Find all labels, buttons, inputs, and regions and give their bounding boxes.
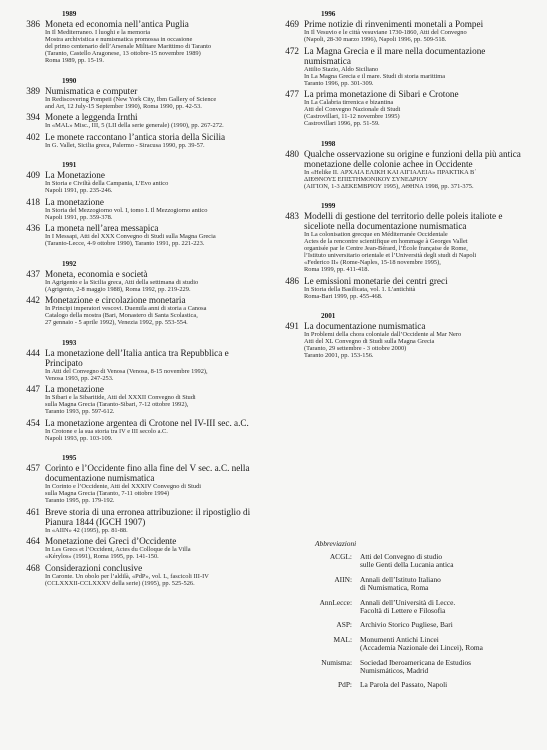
entry-number: 491 xyxy=(285,321,299,331)
abbreviation-value xyxy=(360,621,537,629)
entry-detail-line: Roma-Bari 1999, pp. 455-468. xyxy=(304,292,383,300)
bibliography-entry xyxy=(22,536,262,560)
bibliography-entry xyxy=(22,348,262,382)
entry-title: Monete a leggenda Irnthi xyxy=(45,112,138,122)
abbreviation-key: ACGL: xyxy=(329,552,352,561)
entry-title: La Monetazione xyxy=(45,170,105,180)
entry-body xyxy=(45,507,262,534)
entry-title: Numismatica e computer xyxy=(45,85,138,96)
entry-detail-line: (Taranto, Castello Aragonese, 13 ottobre-15 novembre 1989) xyxy=(45,50,201,57)
abbreviation-value-line: Facoltà di Lettere e Filosofia xyxy=(360,606,446,616)
entry-body xyxy=(304,149,531,190)
entry-detail-line: (Castrovillari, 11-12 novembre 1995) xyxy=(304,113,400,120)
entry-detail-line: In Atti del Convegno di Venosa (Venosa, 8-15 novembre 1992), xyxy=(45,367,208,375)
right-column xyxy=(281,10,531,362)
entry-body xyxy=(45,295,262,326)
entry-detail-line: sulla Magna Grecia (Taranto, 7-11 ottobre 1994) xyxy=(45,490,170,497)
abbreviation-value-line: Sociedad Iberoamericana de Estudios xyxy=(360,657,472,667)
abbreviation-value-line: Annali dell’Università di Lecce. xyxy=(360,597,456,607)
entry-body xyxy=(45,269,262,293)
entry-number: 386 xyxy=(26,19,40,29)
abbreviation-value-line: Atti del Convegno di studio xyxy=(360,552,443,561)
entry-number: 483 xyxy=(285,211,299,221)
entry-body xyxy=(45,536,262,560)
entry-number: 444 xyxy=(26,347,40,358)
entry-detail-line: l’Istituto universitario orientale et l’Università degli studi di Napoli xyxy=(304,252,477,259)
abbreviation-key: Numisma: xyxy=(321,657,352,667)
entry-body xyxy=(45,86,262,110)
abbreviations-list xyxy=(312,553,537,690)
entry-title: La monetazione xyxy=(45,196,104,207)
entry-detail-line: In G. Vallet, Sicilia greca, Palermo - Siracusa 1990, pp. 39-57. xyxy=(45,141,205,149)
entry-number: 447 xyxy=(26,384,40,394)
entry-detail-line: In Storia del Mezzogiorno vol. I, tomo I. Il Mezzogiorno antico xyxy=(45,206,208,214)
entry-title: Prime notizie di rinvenimenti monetali a Pompei xyxy=(304,19,484,29)
abbreviation-row xyxy=(312,659,537,676)
abbreviation-value-line: sulle Genti della Lucania antica xyxy=(360,560,454,570)
entry-detail-line: Attilio Stazio, Aldo Siciliano xyxy=(304,65,379,73)
entry-number: 480 xyxy=(285,148,299,159)
entry-detail-line: Venosa 1993, pp. 247-253. xyxy=(45,374,114,382)
entry-detail-line: In «Helike II. ΑΡΧΑΙΑ ΕΛΙΚΗ ΚΑΙ ΑΙΓΙΑΛΕΙΑ» ΠΡΑΚΤΙΚΑ Β΄ xyxy=(304,168,477,176)
entry-title: La monetazione argentea di Crotone nel IV-III sec. a.C. xyxy=(45,417,249,428)
entry-detail-line: (Agrigento, 2-8 maggio 1988), Roma 1992, pp. 219-229. xyxy=(45,285,191,293)
bibliography-entry xyxy=(22,295,262,326)
entry-title: La monetazione dell’Italia antica tra Repubblica e Principato xyxy=(45,347,229,368)
entry-body xyxy=(45,384,262,415)
bibliography-entry xyxy=(22,86,262,110)
left-column xyxy=(22,10,262,589)
entry-detail-line: Roma 1999, pp. 411-418. xyxy=(304,266,370,273)
entry-title: Qualche osservazione su origine e funzioni della più antica monetazione delle colonie achee in Occidente xyxy=(304,148,521,169)
entry-detail-line: In Agrigento e la Sicilia greca, Atti della settimana di studio xyxy=(45,278,199,286)
entry-detail-line: «Kérylos» (1991), Roma 1995, pp. 141-150. xyxy=(45,553,159,560)
bibliography-entry xyxy=(22,19,262,64)
entry-detail-line: In «MAL» Misc., III, 5 (LII della serie generale) (1990), pp. 267-272. xyxy=(45,122,224,129)
entry-detail-line: In Corinto e l’Occidente, Atti del XXXIV Convegno di Studi xyxy=(45,483,202,490)
year-heading: 1998 xyxy=(321,139,336,148)
entry-title: La Magna Grecia e il mare nella documentazione numismatica xyxy=(304,45,486,66)
entry-number: 464 xyxy=(26,536,40,546)
entry-title: La moneta nell’area messapica xyxy=(45,223,159,233)
entry-number: 389 xyxy=(26,85,40,96)
entry-detail-line: Actes de la rencontre scientifique en hommage à Georges Vallet xyxy=(304,238,468,245)
entry-number: 436 xyxy=(26,223,40,233)
bibliography-entry xyxy=(281,211,531,273)
bibliography-entry xyxy=(22,223,262,247)
entry-detail-line: In «AIIN» 42 (1995), pp. 81-88. xyxy=(45,526,128,534)
bibliography-entry xyxy=(281,46,531,87)
entry-number: 442 xyxy=(26,295,40,305)
abbreviation-value-line: La Parola del Passato, Napoli xyxy=(360,680,448,690)
entry-body xyxy=(304,89,531,127)
abbreviation-value-line: (Accademia Nazionale dei Lincei), Roma xyxy=(360,643,483,653)
entry-detail-line: Catalogo della mostra (Bari, Monastero di Santa Scolastica, xyxy=(45,312,198,319)
entry-detail-line: (Taranto-Lecce, 4-9 ottobre 1990), Taranto 1991, pp. 221-223. xyxy=(45,240,205,247)
entry-detail-line: Taranto 2001, pp. 153-156. xyxy=(304,352,374,359)
abbreviation-key: AnnLecce: xyxy=(319,597,352,607)
entry-body xyxy=(45,112,262,129)
entry-detail-line: Napoli 1991, pp. 359-378. xyxy=(45,213,113,221)
entry-number: 469 xyxy=(285,19,299,29)
entry-title: Corinto e l’Occidente fino alla fine del V sec. a.C. nella documentazione numismatica xyxy=(45,463,250,483)
abbreviation-row xyxy=(312,681,537,689)
entry-detail-line: In Storia della Basilicata, vol. 1. L’antichità xyxy=(304,285,416,293)
year-heading: 1991 xyxy=(62,161,77,169)
abbreviation-value xyxy=(360,553,537,570)
bibliography-entry xyxy=(281,19,531,43)
entry-detail-line: Mostra archivistica e numismatica promossa in occasione xyxy=(45,36,193,43)
entry-body xyxy=(304,19,531,43)
entry-title: Le monete raccontano l’antica storia della Sicilia xyxy=(45,131,226,142)
abbreviation-row xyxy=(312,576,537,593)
entry-title: Le emissioni monetarie dei centri greci xyxy=(304,275,448,286)
abbreviation-row xyxy=(312,599,537,616)
entry-title: Monetazione dei Greci d’Occidente xyxy=(45,536,177,546)
entry-detail-line: «Federico II» (Rome-Naples, 15-18 novembre 1995), xyxy=(304,259,441,266)
entry-detail-line: In Il Mediterraneo. I luoghi e la memoria xyxy=(45,29,151,36)
entry-title: Breve storia di una erronea attribuzione: il ripostiglio di Pianura 1844 (IGCH 1907) xyxy=(45,506,251,527)
entry-body xyxy=(45,463,262,504)
entry-detail-line: (CCLXXXII-CCLXXXV della serie) (1995), pp. 525-526. xyxy=(45,579,195,587)
entry-detail-line: Castrovillari 1996, pp. 51-59. xyxy=(304,120,380,127)
year-heading: 1999 xyxy=(321,202,336,210)
entry-detail-line: In Il Vesuvio e le città vesuviane 1730-1860, Atti del Convegno xyxy=(304,29,467,36)
entry-number: 394 xyxy=(26,112,40,122)
entry-detail-line: del primo centenario dell’Arsenale Militare Marittimo di Taranto xyxy=(45,43,212,50)
entry-detail-line: organisée par le Centre Jean-Bérard, l’École française de Rome, xyxy=(304,245,468,252)
entry-detail-line: and Art, 12 July-15 September 1990), Roma 1990, pp. 42-53. xyxy=(45,102,202,110)
entry-detail-line: sulla Magna Grecia (Taranto-Sibari, 7-12 ottobre 1992), xyxy=(45,401,189,408)
year-heading: 1992 xyxy=(62,259,77,268)
bibliography-entry xyxy=(22,563,262,587)
entry-detail-line: Roma 1989, pp. 15-19. xyxy=(45,57,104,64)
entry-number: 477 xyxy=(285,89,299,99)
abbreviation-value xyxy=(360,659,537,676)
bibliography-entry xyxy=(281,321,531,359)
entry-detail-line: Napoli 1993, pp. 103-109. xyxy=(45,434,113,442)
entry-body xyxy=(45,170,262,194)
entry-detail-line: In La colonisation grecque en Méditerranée Occidentale xyxy=(304,231,448,238)
entry-detail-line: (Napoli, 28-30 marzo 1996), Napoli 1996, pp. 509-518. xyxy=(304,36,447,43)
entry-detail-line: Napoli 1991, pp. 235-246. xyxy=(45,187,113,194)
year-heading: 2001 xyxy=(321,312,336,320)
entry-detail-line: In Crotone e la sua storia tra IV e III secolo a.C. xyxy=(45,427,168,435)
abbreviation-value-line: Numismáticos, Madrid xyxy=(360,666,429,676)
abbreviation-key: PdP: xyxy=(338,680,352,690)
entry-detail-line: In Les Grecs et l’Occident, Actes du Colloque de la Villa xyxy=(45,546,191,553)
abbreviation-value-line: di Numismatica, Roma xyxy=(360,583,429,593)
bibliography-entry xyxy=(22,197,262,221)
abbreviations-heading: Abbreviazioni xyxy=(315,539,357,548)
entry-number: 454 xyxy=(26,417,40,428)
entry-body xyxy=(45,197,262,221)
entry-body xyxy=(45,418,262,442)
abbreviation-key: AIIN: xyxy=(334,574,352,584)
entry-detail-line: Atti del XL Convegno di Studi sulla Magna Grecia xyxy=(304,338,435,345)
entry-number: 472 xyxy=(285,45,299,56)
entry-title: Monetazione e circolazione monetaria xyxy=(45,295,186,305)
bibliography-entry xyxy=(281,89,531,127)
entry-body xyxy=(45,348,262,382)
entry-detail-line: In I Messapi, Atti del XXX Convegno di Studi sulla Magna Grecia xyxy=(45,233,216,240)
entry-detail-line: In Sibari e la Sibaritide, Atti del XXXII Convegno di Studi xyxy=(45,394,196,401)
entry-detail-line: Taranto 1995, pp. 179-192. xyxy=(45,497,115,504)
bibliography-entry xyxy=(22,170,262,194)
bibliography-entry xyxy=(22,463,262,504)
year-heading: 1990 xyxy=(62,76,77,85)
entry-detail-line: (ΑΙΓΙΟΝ, 1-3 ΔΕΚΕΜΒΡΙΟΥ 1995), ΑΘΗΝΑ 1998, pp. 371-375. xyxy=(304,182,474,190)
entry-number: 461 xyxy=(26,506,40,517)
abbreviation-key: MAL: xyxy=(333,634,352,644)
entry-detail-line: 27 gennaio - 5 aprile 1992), Venezia 1992, pp. 553-554. xyxy=(45,319,188,326)
entry-detail-line: In Principi imperatori vescovi. Duemila anni di storia a Canosa xyxy=(45,305,207,312)
entry-title: Moneta, economia e società xyxy=(45,268,148,279)
bibliography-entry xyxy=(22,269,262,293)
entry-number: 468 xyxy=(26,562,40,573)
entry-detail-line: In Rediscovering Pompeii (New York City, Ibm Gallery of Science xyxy=(45,95,217,103)
entry-number: 437 xyxy=(26,268,40,279)
entry-body xyxy=(45,223,262,247)
entry-detail-line: Taranto 1993, pp. 597-612. xyxy=(45,408,115,415)
entry-detail-line: In La Magna Grecia e il mare. Studi di storia marittima xyxy=(304,72,446,80)
entry-detail-line: Taranto 1996, pp. 301-309. xyxy=(304,79,374,87)
entry-body xyxy=(304,276,531,300)
entry-detail-line: (Taranto, 29 settembre - 3 ottobre 2000) xyxy=(304,345,407,352)
abbreviation-row xyxy=(312,553,537,570)
abbreviation-value xyxy=(360,636,537,653)
entry-title: La prima monetazione di Sibari e Crotone xyxy=(304,89,459,99)
entry-detail-line: In Storia e Civiltà della Campania, L’Evo antico xyxy=(45,180,169,187)
year-heading: 1996 xyxy=(321,10,336,18)
entry-title: Modelli di gestione del territorio delle poleis italiote e siceliote nella documentazione numismatica xyxy=(304,211,503,231)
abbreviation-value-line: Annali dell’Istituto Italiano xyxy=(360,574,441,584)
bibliography-entry xyxy=(22,507,262,534)
entry-number: 402 xyxy=(26,131,40,142)
entry-detail-line: ΔΙΕΘΝΟΥΣ ΕΠΙΣΤΗΜΟΝΙΚΟΥ ΣΥΝΕΔΡΙΟΥ xyxy=(304,175,428,183)
entry-body xyxy=(304,321,531,359)
entry-detail-line: In La Calabria tirrenica e bizantina xyxy=(304,99,394,106)
entry-title: Considerazioni conclusive xyxy=(45,562,143,573)
year-heading: 1989 xyxy=(62,10,77,18)
entry-number: 457 xyxy=(26,463,40,473)
bibliography-entry xyxy=(281,149,531,190)
year-heading: 1995 xyxy=(62,454,77,462)
entry-body xyxy=(304,46,531,87)
entry-body xyxy=(45,19,262,64)
bibliography-entry xyxy=(22,112,262,129)
abbreviation-value-line: Monumenti Antichi Lincei xyxy=(360,634,439,644)
abbreviation-value xyxy=(360,576,537,593)
entry-title: La monetazione xyxy=(45,384,104,394)
abbreviation-row xyxy=(312,621,537,629)
entry-body xyxy=(45,132,262,149)
entry-title: La documentazione numismatica xyxy=(304,321,426,331)
abbreviation-value xyxy=(360,599,537,616)
entry-detail-line: In Problemi della chora coloniale dall’Occidente al Mar Nero xyxy=(304,331,462,338)
abbreviation-value xyxy=(360,681,537,689)
abbreviation-row xyxy=(312,636,537,653)
bibliography-entry xyxy=(281,276,531,300)
entry-number: 486 xyxy=(285,275,299,286)
bibliography-entry xyxy=(22,132,262,149)
abbreviation-value-line: Archivio Storico Pugliese, Bari xyxy=(360,620,453,630)
entry-detail-line: In Caronte. Un obolo per l’aldilà, «PdP», vol. L, fascicoli III-IV xyxy=(45,572,209,580)
entry-number: 418 xyxy=(26,196,40,207)
abbreviations-section xyxy=(312,539,537,696)
bibliography-entry xyxy=(22,384,262,415)
entry-title: Moneta ed economia nell’antica Puglia xyxy=(45,19,189,29)
abbreviation-key: ASP: xyxy=(336,620,352,630)
bibliography-entry xyxy=(22,418,262,442)
entry-body xyxy=(45,563,262,587)
entry-number: 409 xyxy=(26,170,40,180)
entry-body xyxy=(304,211,531,273)
year-heading: 1993 xyxy=(62,338,77,347)
entry-detail-line: Atti del Convegno Nazionale di Studi xyxy=(304,106,401,113)
